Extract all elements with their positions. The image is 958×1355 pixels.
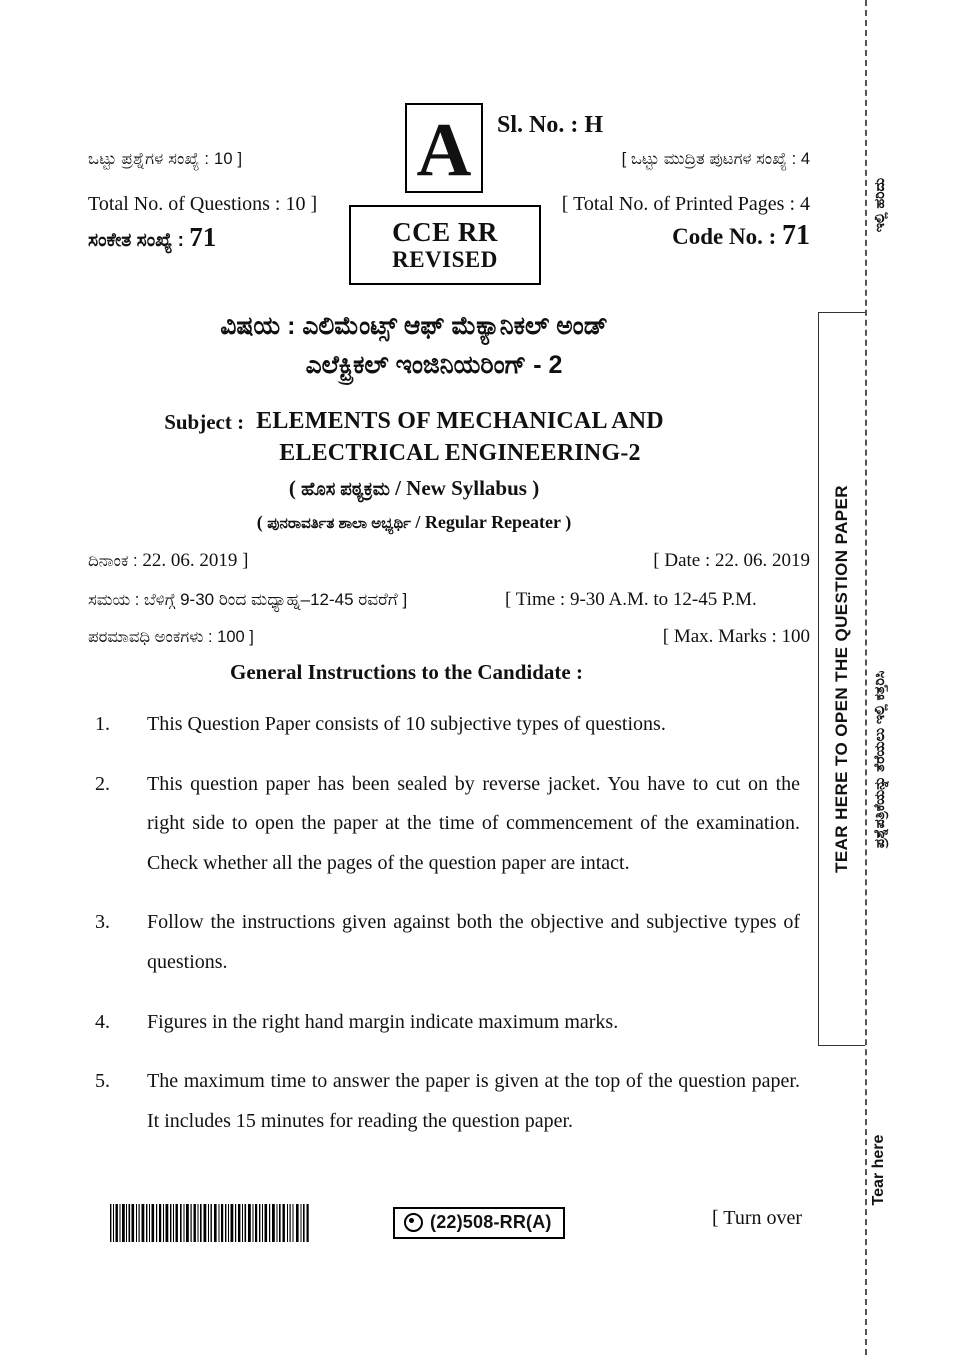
instruction-number: 4. bbox=[95, 1010, 110, 1033]
subject-title-english bbox=[256, 405, 664, 469]
time-kannada-row bbox=[88, 589, 407, 611]
subject-title-english-line2: ELECTRICAL ENGINEERING-2 bbox=[279, 440, 641, 467]
date-label-kannada: ದಿನಾಂಕ : bbox=[88, 552, 138, 570]
general-instructions-title: General Instructions to the Candidate : bbox=[230, 660, 583, 684]
instruction-text: Follow the instructions given against both the objective and subjective types of questions. bbox=[147, 911, 800, 973]
time-value-kannada: 9-30 ರಿಂದ ಮಧ್ಯಾಹ್ನ–12-45 ರವರೆಗೆ ] bbox=[180, 590, 408, 609]
exam-board-line2: REVISED bbox=[392, 247, 498, 273]
max-marks-kannada bbox=[88, 626, 254, 648]
code-number-english bbox=[672, 220, 810, 252]
exam-board-box bbox=[349, 205, 541, 285]
instruction-number: 1. bbox=[95, 713, 110, 735]
candidate-open-paren: ( bbox=[256, 512, 263, 532]
max-marks-kannada-text: ಪರಮಾವಧಿ ಅಂಕಗಳು : 100 ] bbox=[88, 628, 254, 646]
tear-instruction-english: TEAR HERE TO OPEN THE QUESTION PAPER bbox=[831, 485, 851, 873]
instruction-item bbox=[95, 765, 800, 884]
total-printed-pages-english: [ Total No. of Printed Pages : 4 bbox=[561, 193, 810, 215]
subject-title-english-row bbox=[0, 405, 958, 469]
instruction-text: This question paper has been sealed by reverse jacket. You have to cut on the right side to open the paper at the time of commencement of the examination. Check whether all the pages of the question paper are intact. bbox=[147, 772, 800, 874]
subject-title-kannada bbox=[0, 307, 958, 385]
exam-board-line1: CCE RR bbox=[392, 217, 498, 247]
instruction-text: Figures in the right hand margin indicate maximum marks. bbox=[147, 1010, 619, 1033]
instruction-number: 5. bbox=[95, 1070, 110, 1093]
time-label-kannada: ಸಮಯ : ಬೆಳಿಗ್ಗೆ bbox=[88, 591, 176, 609]
syllabus-line bbox=[0, 476, 958, 501]
paper-code-badge bbox=[393, 1207, 565, 1239]
candidate-type-english: / Regular Repeater ) bbox=[415, 512, 572, 532]
serial-number: Sl. No. : H bbox=[497, 112, 604, 138]
total-questions-kannada: ಒಟ್ಟು ಪ್ರಶ್ನೆಗಳ ಸಂಖ್ಯೆ : 10 ] bbox=[88, 150, 243, 168]
instruction-item bbox=[95, 705, 800, 745]
instruction-item bbox=[95, 1003, 800, 1043]
date-kannada-row bbox=[88, 550, 248, 572]
set-letter: A bbox=[416, 107, 472, 192]
tear-here-kannada-top: ಇಲ್ಲಿ ಹರಿದು bbox=[870, 177, 887, 233]
code-number-kannada-value: 71 bbox=[189, 222, 217, 252]
barcode-icon bbox=[110, 1204, 310, 1242]
instruction-number: 2. bbox=[95, 772, 110, 795]
total-questions-english: Total No. of Questions : 10 ] bbox=[88, 193, 318, 215]
time-english: [ Time : 9-30 A.M. to 12-45 P.M. bbox=[505, 589, 757, 610]
paper-code-text: (22)508-RR(A) bbox=[430, 1212, 552, 1232]
tear-instruction-kannada: ಪ್ರಶ್ನೆಪತ್ರಿಕೆಯನ್ನು ತೆರೆಯಲು ಇಲ್ಲಿ ಕತ್ತರಿಸಿ bbox=[870, 670, 887, 848]
code-number-kannada-label: ಸಂಕೇತ ಸಂಖ್ಯೆ : bbox=[88, 230, 184, 251]
subject-label: Subject : bbox=[164, 410, 245, 434]
subject-title-english-line1: ELEMENTS OF MECHANICAL AND bbox=[256, 408, 664, 434]
syllabus-kannada: ಹೊಸ ಪಠ್ಯಕ್ರಮ bbox=[301, 479, 390, 499]
code-number-kannada bbox=[88, 222, 216, 253]
subject-title-kannada-line1: ವಿಷಯ : ಎಲಿಮೆಂಟ್ಸ್ ಆಫ್ ಮೆಕ್ಯಾನಿಕಲ್ ಅಂಡ್ bbox=[220, 312, 608, 340]
instruction-item bbox=[95, 903, 800, 982]
code-number-english-value: 71 bbox=[782, 220, 810, 251]
turn-over-label: [ Turn over bbox=[712, 1207, 803, 1229]
registered-mark-icon bbox=[404, 1213, 423, 1232]
code-number-english-label: Code No. : bbox=[672, 224, 777, 249]
max-marks-english: [ Max. Marks : 100 bbox=[662, 626, 810, 647]
question-paper-set-box bbox=[405, 103, 483, 193]
subject-title-kannada-line2: ಎಲೆಕ್ಟ್ರಿಕಲ್ ಇಂಜಿನಿಯರಿಂಗ್ - 2 bbox=[305, 350, 563, 379]
candidate-type-line bbox=[0, 512, 958, 533]
date-value-kannada: 22. 06. 2019 ] bbox=[142, 550, 249, 571]
instruction-text: This Question Paper consists of 10 subjective types of questions. bbox=[147, 713, 666, 735]
instruction-text: The maximum time to answer the paper is given at the top of the question paper. It includes 15 minutes for reading the question paper. bbox=[147, 1070, 800, 1132]
general-instructions-list bbox=[95, 705, 800, 1161]
tear-here-label: Tear here bbox=[870, 1134, 887, 1206]
instruction-number: 3. bbox=[95, 911, 110, 934]
candidate-type-kannada: ಪುನರಾವರ್ತಿತ ಶಾಲಾ ಅಭ್ಯರ್ಥಿ bbox=[267, 515, 411, 532]
syllabus-open-paren: ( bbox=[288, 476, 296, 500]
instruction-item bbox=[95, 1062, 800, 1141]
total-printed-pages-kannada: [ ಒಟ್ಟು ಮುದ್ರಿತ ಪುಟಗಳ ಸಂಖ್ಯೆ : 4 bbox=[621, 150, 810, 168]
syllabus-english: / New Syllabus ) bbox=[395, 476, 540, 500]
date-english: [ Date : 22. 06. 2019 bbox=[653, 550, 810, 571]
